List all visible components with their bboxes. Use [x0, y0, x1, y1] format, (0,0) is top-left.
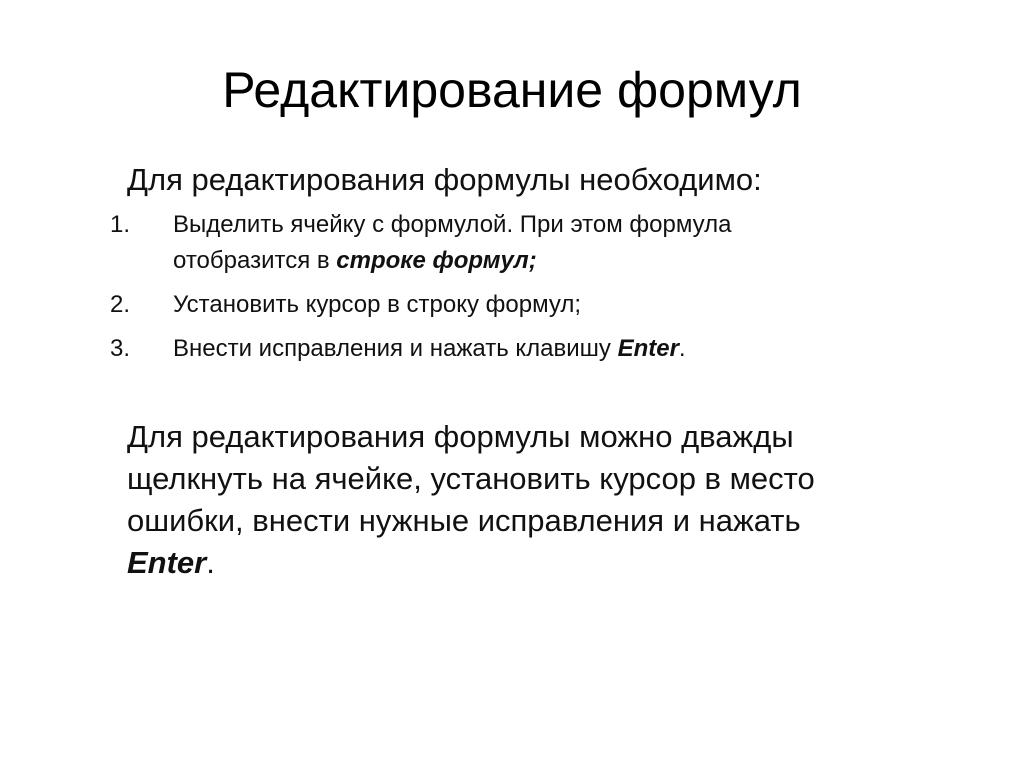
step-suffix: .	[678, 335, 686, 362]
slide-title: Редактирование формул	[222, 62, 802, 118]
list-item	[110, 331, 910, 367]
step-number: 3.	[110, 335, 131, 362]
step-emphasis: строке формул;	[336, 247, 537, 274]
note-paragraph	[127, 416, 927, 584]
list-item	[110, 207, 910, 279]
step-text	[173, 331, 910, 367]
paragraph-line: Для редактирования формулы можно дважды	[127, 419, 794, 454]
step-number: 2.	[110, 291, 131, 318]
step-text	[173, 207, 910, 279]
paragraph-suffix: .	[206, 545, 215, 580]
list-item	[110, 287, 910, 323]
step-text: Установить курсор в строку формул;	[173, 291, 582, 318]
paragraph-line: ошибки, внести нужные исправления и нажать	[127, 503, 801, 538]
paragraph-line: щелкнуть на ячейке, установить курсор в место	[127, 461, 815, 496]
intro-text: Для редактирования формулы необходимо:	[127, 162, 762, 197]
step-emphasis: Enter	[617, 335, 679, 362]
step-number: 1.	[110, 211, 131, 238]
step-line: Выделить ячейку с формулой. При этом формула	[173, 211, 732, 238]
step-text-prefix: Внести исправления и нажать клавишу	[173, 335, 618, 362]
step-line-prefix: отобразится в	[173, 247, 337, 274]
steps-list	[110, 207, 910, 375]
paragraph-emphasis: Enter	[127, 545, 207, 580]
